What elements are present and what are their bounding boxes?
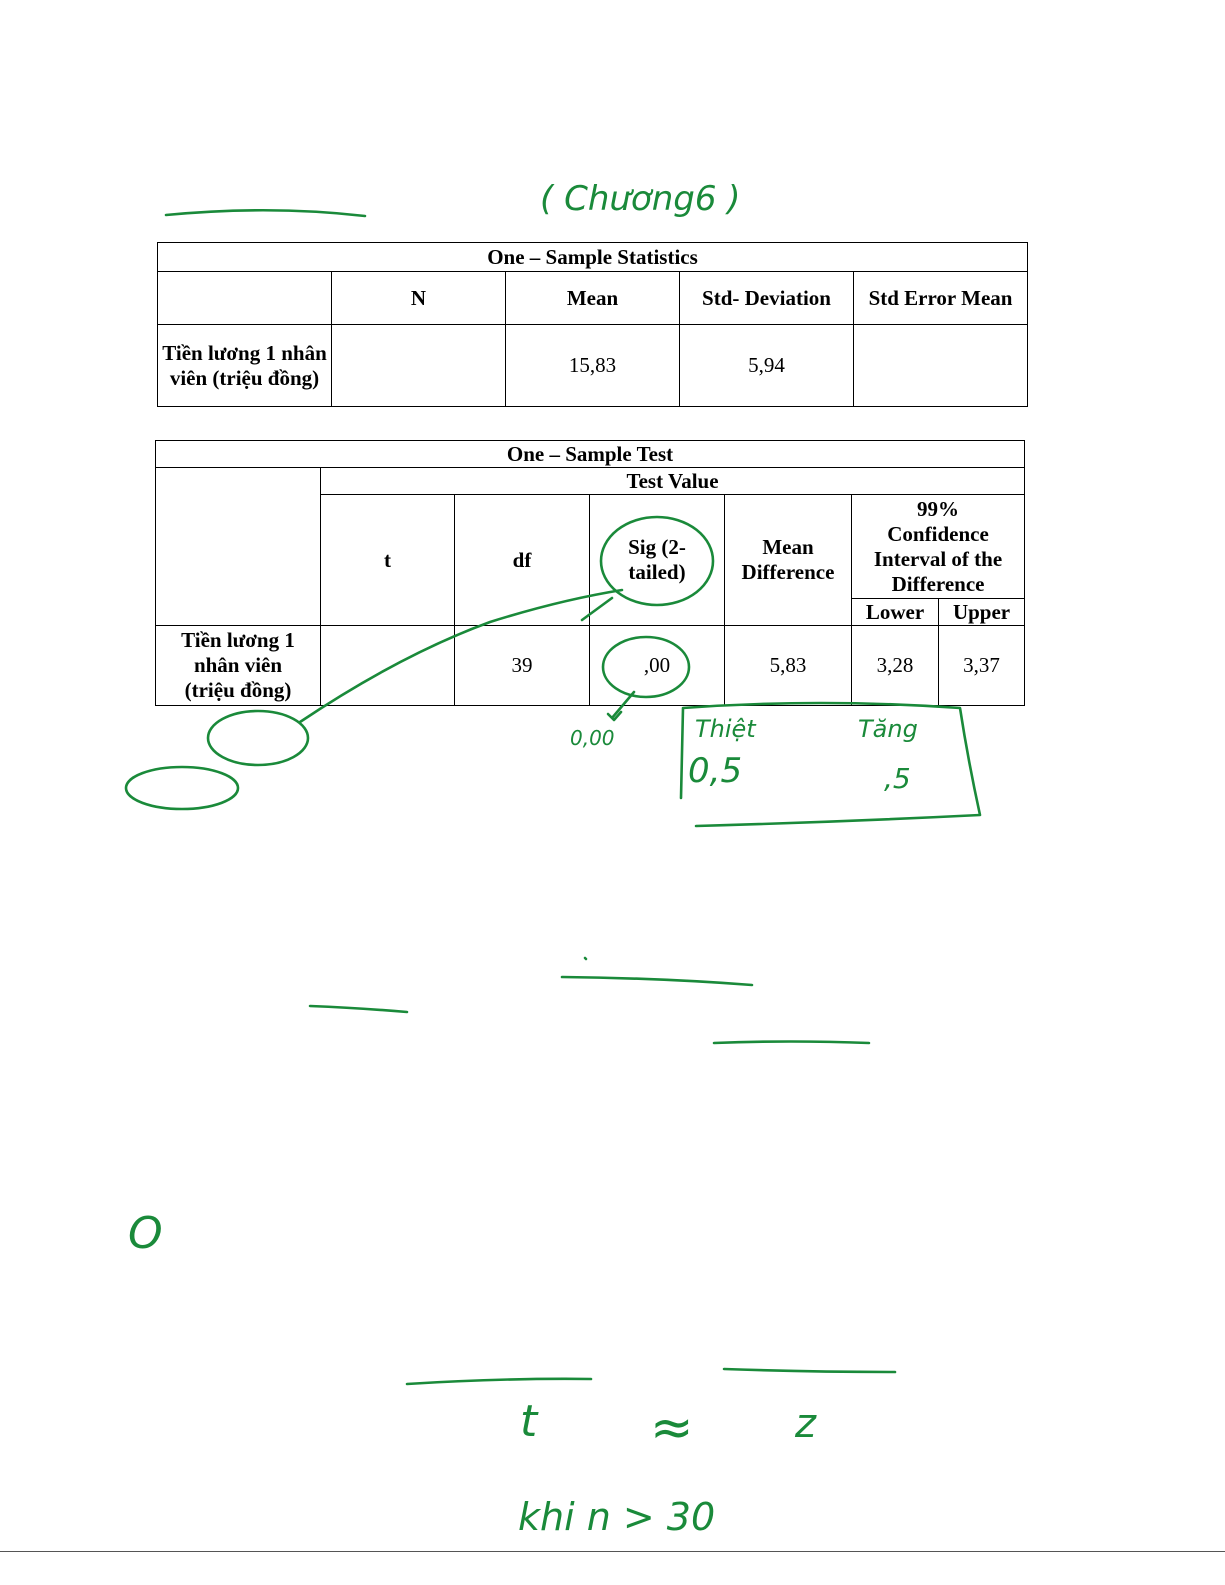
cell-df: 39: [455, 626, 590, 706]
condition-note: khi n > 30: [518, 1495, 716, 1539]
cell-std-deviation: 5,94: [680, 325, 854, 407]
ink-oval: [126, 767, 238, 809]
table-title: One – Sample Test: [156, 441, 1025, 468]
cell-sig: ,00: [590, 626, 725, 706]
row-label: Tiền lương 1 nhân viên (triệu đồng): [158, 325, 332, 407]
page-bottom-rule: [0, 1551, 1225, 1552]
box-left-label: Thiệt: [695, 715, 756, 743]
table-title: One – Sample Statistics: [158, 243, 1028, 272]
stray-letter: O: [128, 1208, 163, 1259]
header-mean: Mean: [506, 272, 680, 325]
box-right-label: Tăng: [858, 715, 918, 743]
ink-oval: [208, 711, 308, 765]
cell-t: [321, 626, 455, 706]
header-upper: Upper: [939, 599, 1025, 626]
header-test-value: Test Value: [321, 468, 1025, 495]
box-right-value: ,5: [884, 762, 911, 795]
header-std-deviation: Std- Deviation: [680, 272, 854, 325]
one-sample-statistics-table: [157, 242, 1028, 407]
header-n: N: [332, 272, 506, 325]
ink-stroke: [714, 1042, 869, 1044]
ink-stroke: [310, 1006, 407, 1012]
header-t: t: [321, 495, 455, 626]
one-sample-test-table: [155, 440, 1025, 706]
ink-stroke: [407, 1379, 591, 1384]
header-mean-difference: Mean Difference: [725, 495, 852, 626]
header-empty: [158, 272, 332, 325]
cell-mean-difference: 5,83: [725, 626, 852, 706]
header-df: df: [455, 495, 590, 626]
ink-stroke: [724, 1369, 895, 1372]
z-symbol: z: [795, 1401, 816, 1447]
header-sig: Sig (2-tailed): [590, 495, 725, 626]
box-left-value: 0,5: [688, 751, 743, 791]
header-confidence-interval: 99% Confidence Interval of the Difference: [852, 495, 1025, 599]
ink-dot: [585, 958, 586, 959]
cell-upper: 3,37: [939, 626, 1025, 706]
chapter-note: ( Chương6 ): [540, 179, 741, 219]
cell-lower: 3,28: [852, 626, 939, 706]
approx-symbol: ≈: [650, 1398, 694, 1458]
cell-std-error-mean: [854, 325, 1028, 407]
header-empty-corner: [156, 468, 321, 626]
header-lower: Lower: [852, 599, 939, 626]
t-symbol: t: [520, 1396, 538, 1447]
sig-note: 0,00: [570, 726, 615, 750]
cell-n: [332, 325, 506, 407]
ink-stroke: [562, 977, 752, 985]
cell-mean: 15,83: [506, 325, 680, 407]
ink-box: [681, 703, 980, 826]
ink-stroke: [166, 210, 365, 216]
row-label: Tiền lương 1 nhân viên (triệu đồng): [156, 626, 321, 706]
header-std-error-mean: Std Error Mean: [854, 272, 1028, 325]
